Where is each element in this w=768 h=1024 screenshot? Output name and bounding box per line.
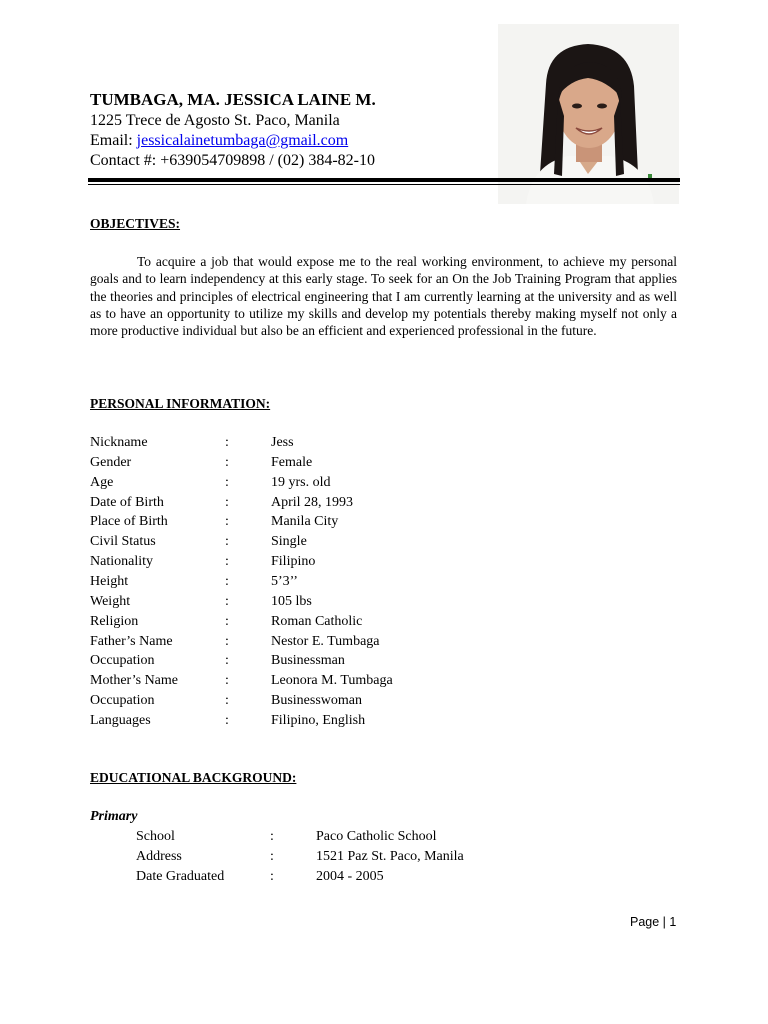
- personal-info-row: [90, 614, 590, 634]
- field-separator: :: [225, 712, 229, 728]
- header-rule-thin: [88, 184, 680, 185]
- applicant-name: TUMBAGA, MA. JESSICA LAINE M.: [90, 90, 376, 109]
- field-value: Businessman: [271, 653, 345, 669]
- personal-info-row: [90, 693, 590, 713]
- education-row: [136, 829, 556, 849]
- field-separator: :: [225, 653, 229, 669]
- field-separator: :: [225, 633, 229, 649]
- field-value: 1521 Paz St. Paco, Manila: [316, 849, 464, 864]
- field-value: Filipino, English: [271, 712, 366, 728]
- personal-info-row: [90, 455, 590, 475]
- field-label: Father’s Name: [90, 633, 173, 649]
- education-row: [136, 849, 556, 869]
- primary-heading: Primary: [90, 809, 138, 824]
- field-value: Roman Catholic: [271, 613, 363, 629]
- personal-info-row: [90, 514, 590, 534]
- education-row: [136, 869, 556, 889]
- personal-info-row: [90, 673, 590, 693]
- personal-info-row: [90, 634, 590, 654]
- field-value: Single: [271, 534, 307, 550]
- email-label: Email:: [90, 132, 137, 149]
- field-separator: :: [270, 829, 274, 844]
- applicant-address: 1225 Trece de Agosto St. Paco, Manila: [90, 112, 340, 129]
- field-separator: :: [225, 573, 229, 589]
- field-value: Manila City: [271, 514, 339, 530]
- page-number: Page | 1: [630, 915, 677, 929]
- objectives-heading: OBJECTIVES:: [90, 216, 181, 231]
- field-label: Age: [90, 474, 114, 490]
- field-label: Nationality: [90, 554, 153, 570]
- email-line: [90, 132, 348, 150]
- field-label: Address: [136, 849, 182, 864]
- field-label: Civil Status: [90, 534, 156, 550]
- field-separator: :: [225, 613, 229, 629]
- field-separator: :: [270, 849, 274, 864]
- personal-info-row: [90, 653, 590, 673]
- field-label: Occupation: [90, 693, 155, 709]
- field-label: Gender: [90, 454, 132, 470]
- field-label: Date Graduated: [136, 869, 225, 884]
- field-label: School: [136, 829, 175, 844]
- personal-info-row: [90, 554, 590, 574]
- field-separator: :: [225, 435, 229, 450]
- applicant-photo: [498, 24, 679, 204]
- field-value: Jess: [271, 435, 294, 450]
- field-value: Businesswoman: [271, 693, 362, 709]
- field-separator: :: [225, 514, 229, 530]
- field-label: Religion: [90, 613, 139, 629]
- field-separator: :: [225, 494, 229, 510]
- field-value: 5’3’’: [271, 573, 298, 589]
- field-value: Paco Catholic School: [316, 829, 437, 844]
- personal-info-row: [90, 475, 590, 495]
- field-separator: :: [225, 534, 229, 550]
- personal-info-row: [90, 435, 590, 455]
- field-separator: :: [225, 693, 229, 709]
- header-rule-thick: [88, 178, 680, 182]
- field-label: Date of Birth: [90, 494, 164, 510]
- field-value: April 28, 1993: [271, 494, 354, 510]
- field-separator: :: [270, 869, 274, 884]
- field-label: Mother’s Name: [90, 673, 178, 689]
- field-label: Place of Birth: [90, 514, 168, 530]
- personal-info-row: [90, 534, 590, 554]
- education-heading: EDUCATIONAL BACKGROUND:: [90, 770, 297, 785]
- field-separator: :: [225, 454, 229, 470]
- field-separator: :: [225, 593, 229, 609]
- field-value: Female: [271, 454, 313, 470]
- field-value: 19 yrs. old: [271, 474, 331, 490]
- personal-info-row: [90, 594, 590, 614]
- field-label: Height: [90, 573, 129, 589]
- contact-number: Contact #: +639054709898 / (02) 384-82-10: [90, 152, 375, 169]
- field-value: Leonora M. Tumbaga: [271, 673, 393, 689]
- field-label: Nickname: [90, 435, 148, 450]
- objectives-text: To acquire a job that would expose me to the real working environment, to achieve my personal goals and to learn independency at this early stage. To seek for an On the Job Training Program that applies the theories and principles of electrical engineering that I am currently learning at the university and as well as to have an opportunity to utilize my skills and develop my potentials thereby making myself not only a more productive individual but also be an efficient and experienced professional in the future.: [90, 254, 677, 339]
- email-link[interactable]: jessicalainetumbaga@gmail.com: [136, 132, 349, 149]
- field-label: Languages: [90, 712, 151, 728]
- field-value: Nestor E. Tumbaga: [271, 633, 380, 649]
- field-label: Weight: [90, 593, 131, 609]
- personal-info-row: [90, 713, 590, 733]
- field-separator: :: [225, 474, 229, 490]
- field-label: Occupation: [90, 653, 155, 669]
- portrait-image: [498, 24, 679, 204]
- field-value: 2004 - 2005: [316, 869, 384, 884]
- personal-info-row: [90, 495, 590, 515]
- personal-info-heading: PERSONAL INFORMATION:: [90, 396, 271, 411]
- personal-info-row: [90, 574, 590, 594]
- field-value: 105 lbs: [271, 593, 312, 609]
- field-separator: :: [225, 673, 229, 689]
- field-separator: :: [225, 554, 229, 570]
- field-value: Filipino: [271, 554, 316, 570]
